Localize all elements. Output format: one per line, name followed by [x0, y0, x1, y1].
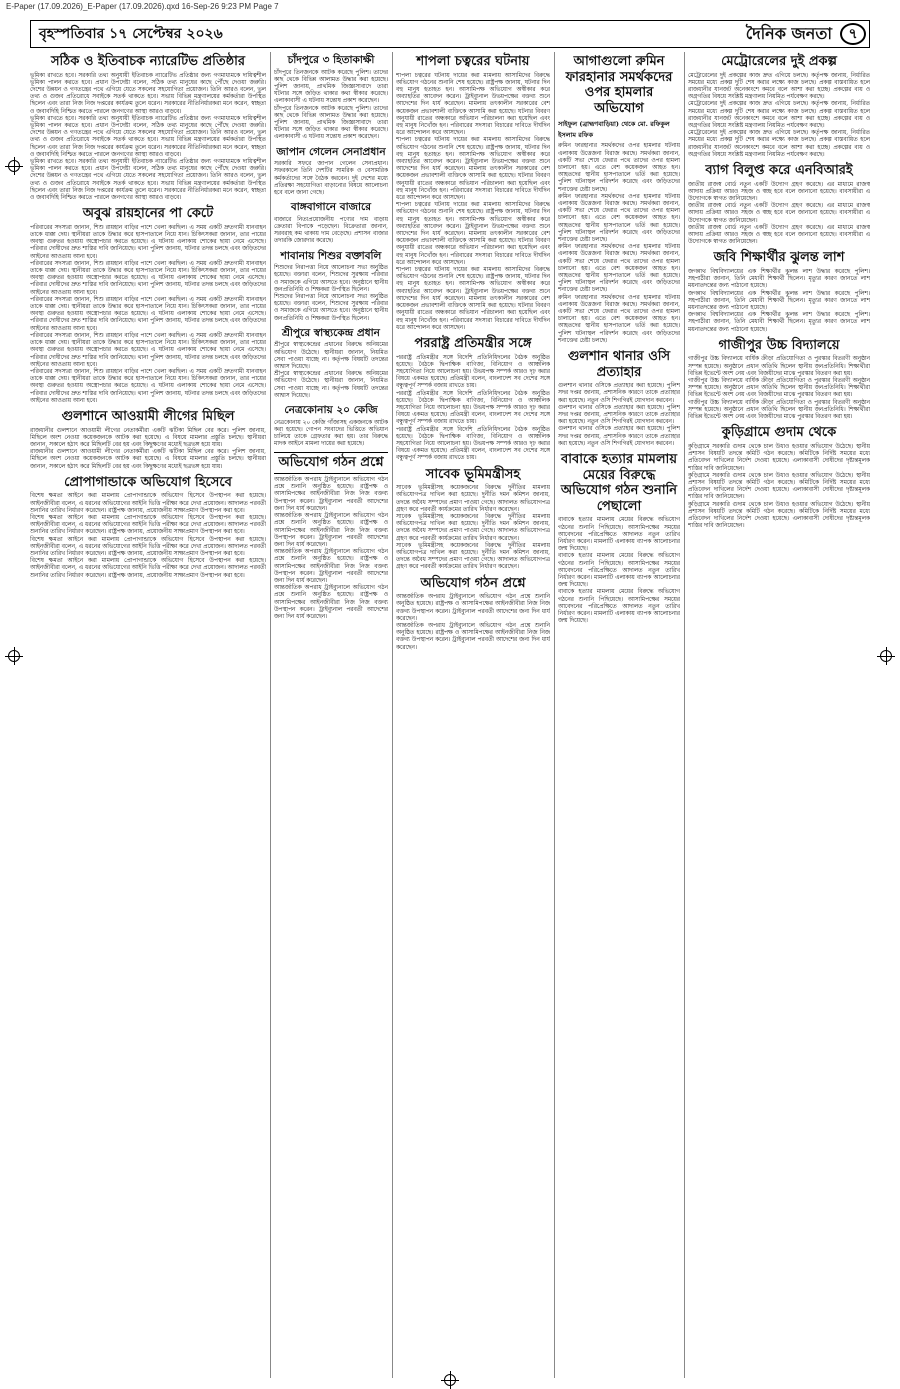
- article-body: শিশুদের নিরাপত্তা নিয়ে আলোচনা সভা অনুষ্ঠিত হয়েছে। বক্তারা বলেন, শিশুদের সুরক্ষায় পরিবার ও সমাজকে এগিয়ে আসতে হবে। অনুষ্ঠানে স্থানীয় জনপ্রতিনিধি ও শিক্ষকরা উপস্থিত ছিলেন।: [274, 265, 388, 293]
- article-metro-rail: [688, 54, 870, 159]
- article-body: পররাষ্ট্র প্রতিমন্ত্রীর সঙ্গে বিদেশি প্রতিনিধিদলের বৈঠক অনুষ্ঠিত হয়েছে। বৈঠকে দ্বিপাক্ষিক বাণিজ্য, বিনিয়োগ ও আঞ্চলিক সহযোগিতা নিয়ে আলোচনা হয়। উভয়পক্ষ সম্পর্ক আরও দৃঢ় করার বিষয়ে একমত হয়েছে। প্রতিমন্ত্রী বলেন, বাংলাদেশ সব দেশের সঙ্গে বন্ধুত্বপূর্ণ সম্পর্ক বজায় রাখতে চায়।: [396, 426, 550, 462]
- article-body: মেট্রোরেলের দুই প্রকল্পের কাজ দ্রুত এগিয়ে চলছে। কর্তৃপক্ষ জানায়, নির্ধারিত সময়ের মধ্যে প্রকল্প দুটি শেষ করার লক্ষ্যে কাজ চলছে। প্রকল্প বাস্তবায়িত হলে রাজধানীর যানজট অনেকাংশে কমবে বলে আশা করা হচ্ছে। প্রকল্পের ব্যয় ও অগ্রগতির বিষয়ে সংশ্লিষ্ট মন্ত্রণালয় নিয়মিত পর্যবেক্ষণ করছে।: [688, 101, 870, 130]
- article-body: বিশেষ ক্ষমতা আইনে করা মামলায় প্রোপাগান্ডাকে অভিযোগ হিসেবে উপস্থাপন করা হয়েছে। আইনজীবীরা বলেন, এ ধরনের অভিযোগের আইনি ভিত্তি পরীক্ষা করে দেখা প্রয়োজন। আদালত পরবর্তী শুনানির তারিখ নির্ধারণ করেছেন। রাষ্ট্রপক্ষ জানায়, প্রয়োজনীয় সাক্ষ্যপ্রমাণ উপস্থাপন করা হবে।: [30, 514, 266, 536]
- article-charge-framing: [274, 452, 388, 621]
- article-body: জগন্নাথ বিশ্ববিদ্যালয়ের এক শিক্ষার্থীর ঝুলন্ত লাশ উদ্ধার করেছে পুলিশ। সহপাঠীরা জানান, তিনি মেধাবী শিক্ষার্থী ছিলেন। মৃত্যুর কারণ জানতে লাশ ময়নাতদন্তের জন্য পাঠানো হয়েছে।: [688, 269, 870, 290]
- article-body: পররাষ্ট্র প্রতিমন্ত্রীর সঙ্গে বিদেশি প্রতিনিধিদলের বৈঠক অনুষ্ঠিত হয়েছে। বৈঠকে দ্বিপাক্ষিক বাণিজ্য, বিনিয়োগ ও আঞ্চলিক সহযোগিতা নিয়ে আলোচনা হয়। উভয়পক্ষ সম্পর্ক আরও দৃঢ় করার বিষয়ে একমত হয়েছে। প্রতিমন্ত্রী বলেন, বাংলাদেশ সব দেশের সঙ্গে বন্ধুত্বপূর্ণ সম্পর্ক বজায় রাখতে চায়।: [396, 354, 550, 390]
- headline: কুড়িগ্রামে গুদাম থেকে: [721, 425, 837, 441]
- byline: সাইফুল (ব্রাহ্মণবাড়িয়া) থেকে মো. রফিকুল ইসলাম রফিক: [558, 120, 670, 140]
- article-body: আন্তর্জাতিক অপরাধ ট্রাইব্যুনালে অভিযোগ গঠন প্রশ্নে শুনানি অনুষ্ঠিত হয়েছে। রাষ্ট্রপক্ষ ও আসামিপক্ষের আইনজীবীরা নিজ নিজ বক্তব্য উপস্থাপন করেন। ট্রাইব্যুনাল পরবর্তী আদেশের জন্য দিন ধার্য করেছেন।: [274, 549, 388, 584]
- article-body: গাজীপুর উচ্চ বিদ্যালয়ে বার্ষিক ক্রীড়া প্রতিযোগিতা ও পুরস্কার বিতরণী অনুষ্ঠান সম্পন্ন হয়েছে। অনুষ্ঠানে প্রধান অতিথি ছিলেন স্থানীয় জনপ্রতিনিধি। শিক্ষার্থীরা বিভিন্ন ইভেন্টে অংশ নেয় এবং বিজয়ীদের মাঝে পুরস্কার বিতরণ করা হয়।: [688, 378, 870, 399]
- article-body: শাপলা চত্বরের ঘটনায় দায়ের করা মামলায় আসামিদের বিরুদ্ধে অভিযোগ গঠনের শুনানি শেষ হয়েছে। রাষ্ট্রপক্ষ জানায়, ঘটনার দিন বহু মানুষ হতাহত হন। আসামিপক্ষ অভিযোগ অস্বীকার করে অব্যাহতির আবেদন করেন। ট্রাইব্যুনাল উভয়পক্ষের বক্তব্য শুনে আদেশের দিন ধার্য করেছেন। মামলায় তৎকালীন সরকারের বেশ কয়েকজন প্রভাবশালী ব্যক্তিকে আসামি করা হয়েছে। ঘটনার বিবরণ অনুযায়ী রাতের অন্ধকারে অভিযান পরিচালনা করা হয়েছিল এবং বহু মানুষ নিখোঁজ হন। পরিবারের সদস্যরা বিচারের দাবিতে দীর্ঘদিন ধরে আন্দোলন করে আসছেন।: [396, 202, 550, 266]
- column-rule: [684, 52, 685, 1378]
- article-body: বিশেষ ক্ষমতা আইনে করা মামলায় প্রোপাগান্ডাকে অভিযোগ হিসেবে উপস্থাপন করা হয়েছে। আইনজীবীরা বলেন, এ ধরনের অভিযোগের আইনি ভিত্তি পরীক্ষা করে দেখা প্রয়োজন। আদালত পরবর্তী শুনানির তারিখ নির্ধারণ করেছেন। রাষ্ট্রপক্ষ জানায়, প্রয়োজনীয় সাক্ষ্যপ্রমাণ উপস্থাপন করা হবে।: [30, 558, 266, 579]
- article-body: গাজীপুর উচ্চ বিদ্যালয়ে বার্ষিক ক্রীড়া প্রতিযোগিতা ও পুরস্কার বিতরণী অনুষ্ঠান সম্পন্ন হয়েছে। অনুষ্ঠানে প্রধান অতিথি ছিলেন স্থানীয় জনপ্রতিনিধি। শিক্ষার্থীরা বিভিন্ন ইভেন্টে অংশ নেয় এবং বিজয়ীদের মাঝে পুরস্কার বিতরণ করা হয়।: [688, 399, 870, 421]
- article-body: শাপলা চত্বরের ঘটনায় দায়ের করা মামলায় আসামিদের বিরুদ্ধে অভিযোগ গঠনের শুনানি শেষ হয়েছে। রাষ্ট্রপক্ষ জানায়, ঘটনার দিন বহু মানুষ হতাহত হন। আসামিপক্ষ অভিযোগ অস্বীকার করে অব্যাহতির আবেদন করেন। ট্রাইব্যুনাল উভয়পক্ষের বক্তব্য শুনে আদেশের দিন ধার্য করেছেন। মামলায় তৎকালীন সরকারের বেশ কয়েকজন প্রভাবশালী ব্যক্তিকে আসামি করা হয়েছে। ঘটনার বিবরণ অনুযায়ী রাতের অন্ধকারে অভিযান পরিচালনা করা হয়েছিল এবং বহু মানুষ নিখোঁজ হন। পরিবারের সদস্যরা বিচারের দাবিতে দীর্ঘদিন ধরে আন্দোলন করে আসছেন।: [396, 267, 550, 331]
- article-body: জাতীয় রাজস্ব বোর্ড নতুন একটি উদ্যোগ গ্রহণ করেছে। এর মাধ্যমে রাজস্ব আদায় প্রক্রিয়া আরও সহজ ও স্বচ্ছ হবে বলে জানানো হয়েছে। ব্যবসায়ীরা এ উদ্যোগকে স্বাগত জানিয়েছেন।: [688, 181, 870, 203]
- headline: শাবানায় শিশুর বক্তাবলি: [280, 249, 382, 262]
- article-body: মেট্রোরেলের দুই প্রকল্পের কাজ দ্রুত এগিয়ে চলছে। কর্তৃপক্ষ জানায়, নির্ধারিত সময়ের মধ্যে প্রকল্প দুটি শেষ করার লক্ষ্যে কাজ চলছে। প্রকল্প বাস্তবায়িত হলে রাজধানীর যানজট অনেকাংশে কমবে বলে আশা করা হচ্ছে। প্রকল্পের ব্যয় ও অগ্রগতির বিষয়ে সংশ্লিষ্ট মন্ত্রণালয় নিয়মিত পর্যবেক্ষণ করছে।: [688, 130, 870, 158]
- registration-mark-icon: [880, 650, 892, 662]
- article-body: পরিবারের সদস্যরা জানান, শিশু রায়হান বাড়ির পাশে খেলা করছিল। এ সময় একটি দ্রুতগামী যানবাহন তাকে ধাক্কা দেয়। স্থানীয়রা তাকে উদ্ধার করে হাসপাতালে নিয়ে যান। চিকিৎসকরা জানান, তার পায়ের অবস্থা গুরুতর হওয়ায় অস্ত্রোপচার করতে হয়েছে। এ ঘটনায় এলাকায় শোকের ছায়া নেমে এসেছে। পরিবার দোষীদের দ্রুত শাস্তির দাবি জানিয়েছে। থানা পুলিশ জানায়, ঘটনার তদন্ত চলছে এবং জড়িতদের আইনের আওতায় আনা হবে।: [30, 296, 266, 332]
- headline: পররাষ্ট্র প্রতিমন্ত্রীর সঙ্গে: [414, 335, 532, 351]
- column-3: [396, 52, 550, 1378]
- column-rule: [392, 52, 393, 1378]
- article-land-minister: [396, 467, 550, 572]
- article-body: রুমিন ফারহানার সমর্থকদের ওপর হামলার ঘটনায় এলাকায় উত্তেজনা বিরাজ করছে। সমর্থকরা জানান, একটি সভা শেষে ফেরার পথে তাদের ওপর হামলা চালানো হয়। এতে বেশ কয়েকজন আহত হন। আহতদের স্থানীয় হাসপাতালে ভর্তি করা হয়েছে। পুলিশ ঘটনাস্থল পরিদর্শন করেছে এবং জড়িতদের শনাক্তের চেষ্টা চলছে।: [558, 143, 680, 193]
- article-body: জাতীয় রাজস্ব বোর্ড নতুন একটি উদ্যোগ গ্রহণ করেছে। এর মাধ্যমে রাজস্ব আদায় প্রক্রিয়া আরও সহজ ও স্বচ্ছ হবে বলে জানানো হয়েছে। ব্যবসায়ীরা এ উদ্যোগকে স্বাগত জানিয়েছেন।: [688, 203, 870, 224]
- headline: গুলশানে আওয়ামী লীগের মিছিল: [61, 408, 235, 424]
- headline: বাঙ্গবাগানে বাজারে: [290, 201, 372, 214]
- article-body: জগন্নাথ বিশ্ববিদ্যালয়ের এক শিক্ষার্থীর ঝুলন্ত লাশ উদ্ধার করেছে পুলিশ। সহপাঠীরা জানান, তিনি মেধাবী শিক্ষার্থী ছিলেন। মৃত্যুর কারণ জানতে লাশ ময়নাতদন্তের জন্য পাঠানো হয়েছে।: [688, 290, 870, 312]
- article-body: রাজধানীর গুলশানে আওয়ামী লীগের নেতাকর্মীরা একটি ঝটিকা মিছিল বের করে। পুলিশ জানায়, মিছিলে অংশ নেওয়া কয়েকজনকে আটক করা হয়েছে। এ বিষয়ে মামলার প্রস্তুতি চলছে। স্থানীয়রা জানান, সকালে হঠাৎ করে মিছিলটি বের হয় এবং কিছুক্ষণের মধ্যেই ছত্রভঙ্গ হয়ে যায়।: [30, 427, 266, 448]
- headline: গুলশান থানার ওসি প্রত্যাহার: [567, 349, 671, 380]
- headline: জাপান গেলেন সেনাপ্রধান: [276, 145, 386, 158]
- headline: প্রোপাগান্ডাকে অভিযোগ হিসেবে: [64, 474, 232, 490]
- article-body: আন্তর্জাতিক অপরাধ ট্রাইব্যুনালে অভিযোগ গঠন প্রশ্নে শুনানি অনুষ্ঠিত হয়েছে। রাষ্ট্রপক্ষ ও আসামিপক্ষের আইনজীবীরা নিজ নিজ বক্তব্য উপস্থাপন করেন। ট্রাইব্যুনাল পরবর্তী আদেশের জন্য দিন ধার্য করেছেন।: [396, 622, 550, 651]
- article-body: মেট্রোরেলের দুই প্রকল্পের কাজ দ্রুত এগিয়ে চলছে। কর্তৃপক্ষ জানায়, নির্ধারিত সময়ের মধ্যে প্রকল্প দুটি শেষ করার লক্ষ্যে কাজ চলছে। প্রকল্প বাস্তবায়িত হলে রাজধানীর যানজট অনেকাংশে কমবে বলে আশা করা হচ্ছে। প্রকল্পের ব্যয় ও অগ্রগতির বিষয়ে সংশ্লিষ্ট মন্ত্রণালয় নিয়মিত পর্যবেক্ষণ করছে।: [688, 72, 870, 101]
- article-body: শ্রীপুরে স্বাস্থ্যকেন্দ্রের প্রধানের বিরুদ্ধে অনিয়মের অভিযোগ উঠেছে। স্থানীয়রা জানান, নিয়মিত সেবা পাওয়া যাচ্ছে না। কর্তৃপক্ষ বিষয়টি তদন্তের আশ্বাস দিয়েছে।: [274, 342, 388, 371]
- article-body: আন্তর্জাতিক অপরাধ ট্রাইব্যুনালে অভিযোগ গঠন প্রশ্নে শুনানি অনুষ্ঠিত হয়েছে। রাষ্ট্রপক্ষ ও আসামিপক্ষের আইনজীবীরা নিজ নিজ বক্তব্য উপস্থাপন করেন। ট্রাইব্যুনাল পরবর্তী আদেশের জন্য দিন ধার্য করেছেন।: [274, 585, 388, 620]
- article-body: গুলশান থানার ওসিকে প্রত্যাহার করা হয়েছে। পুলিশ সদর দপ্তর জানায়, প্রশাসনিক কারণে তাকে প্রত্যাহার করা হয়েছে। নতুন ওসি শিগগিরই যোগদান করবেন।: [558, 426, 680, 447]
- page-number: ৭: [840, 23, 866, 45]
- article-body: পরিবারের সদস্যরা জানান, শিশু রায়হান বাড়ির পাশে খেলা করছিল। এ সময় একটি দ্রুতগামী যানবাহন তাকে ধাক্কা দেয়। স্থানীয়রা তাকে উদ্ধার করে হাসপাতালে নিয়ে যান। চিকিৎসকরা জানান, তার পায়ের অবস্থা গুরুতর হওয়ায় অস্ত্রোপচার করতে হয়েছে। এ ঘটনায় এলাকায় শোকের ছায়া নেমে এসেছে। পরিবার দোষীদের দ্রুত শাস্তির দাবি জানিয়েছে। থানা পুলিশ জানায়, ঘটনার তদন্ত চলছে এবং জড়িতদের আইনের আওতায় আনা হবে।: [30, 260, 266, 296]
- article-body: পরিবারের সদস্যরা জানান, শিশু রায়হান বাড়ির পাশে খেলা করছিল। এ সময় একটি দ্রুতগামী যানবাহন তাকে ধাক্কা দেয়। স্থানীয়রা তাকে উদ্ধার করে হাসপাতালে নিয়ে যান। চিকিৎসকরা জানান, তার পায়ের অবস্থা গুরুতর হওয়ায় অস্ত্রোপচার করতে হয়েছে। এ ঘটনায় এলাকায় শোকের ছায়া নেমে এসেছে। পরিবার দোষীদের দ্রুত শাস্তির দাবি জানিয়েছে। থানা পুলিশ জানায়, ঘটনার তদন্ত চলছে এবং জড়িতদের আইনের আওতায় আনা হবে।: [30, 368, 266, 404]
- article-body: গুলশান থানার ওসিকে প্রত্যাহার করা হয়েছে। পুলিশ সদর দপ্তর জানায়, প্রশাসনিক কারণে তাকে প্রত্যাহার করা হয়েছে। নতুন ওসি শিগগিরই যোগদান করবেন।: [558, 404, 680, 426]
- headline: চাঁদপুরে ৩ হিতাকাক্ষী: [287, 54, 375, 66]
- article-body: পরিবারের সদস্যরা জানান, শিশু রায়হান বাড়ির পাশে খেলা করছিল। এ সময় একটি দ্রুতগামী যানবাহন তাকে ধাক্কা দেয়। স্থানীয়রা তাকে উদ্ধার করে হাসপাতালে নিয়ে যান। চিকিৎসকরা জানান, তার পায়ের অবস্থা গুরুতর হওয়ায় অস্ত্রোপচার করতে হয়েছে। এ ঘটনায় এলাকায় শোকের ছায়া নেমে এসেছে। পরিবার দোষীদের দ্রুত শাস্তির দাবি জানিয়েছে। থানা পুলিশ জানায়, ঘটনার তদন্ত চলছে এবং জড়িতদের আইনের আওতায় আনা হবে।: [30, 332, 266, 368]
- article-body: বাবাকে হত্যার মামলায় মেয়ের বিরুদ্ধে অভিযোগ গঠনের শুনানি পিছিয়েছে। আসামিপক্ষের সময়ের আবেদনের পরিপ্রেক্ষিতে আদালত নতুন তারিখ নির্ধারণ করেন। মামলাটি এলাকায় ব্যাপক আলোচনার জন্ম দিয়েছে।: [558, 553, 680, 589]
- article-body: শ্রীপুরে স্বাস্থ্যকেন্দ্রের প্রধানের বিরুদ্ধে অনিয়মের অভিযোগ উঠেছে। স্থানীয়রা জানান, নিয়মিত সেবা পাওয়া যাচ্ছে না। কর্তৃপক্ষ বিষয়টি তদন্তের আশ্বাস দিয়েছে।: [274, 371, 388, 399]
- article-body: রুমিন ফারহানার সমর্থকদের ওপর হামলার ঘটনায় এলাকায় উত্তেজনা বিরাজ করছে। সমর্থকরা জানান, একটি সভা শেষে ফেরার পথে তাদের ওপর হামলা চালানো হয়। এতে বেশ কয়েকজন আহত হন। আহতদের স্থানীয় হাসপাতালে ভর্তি করা হয়েছে। পুলিশ ঘটনাস্থল পরিদর্শন করেছে এবং জড়িতদের শনাক্তের চেষ্টা চলছে।: [558, 244, 680, 294]
- article-foreign-minister: [396, 336, 550, 463]
- article-body: বাজারে নিত্যপ্রয়োজনীয় পণ্যের দাম বাড়ায় ক্রেতারা বিপাকে পড়েছেন। বিক্রেতারা জানান, সরবরাহ কম থাকায় দাম বেড়েছে। প্রশাসন বাজার তদারকি জোরদার করেছে।: [274, 216, 388, 245]
- column-1: [30, 52, 266, 1378]
- headline: সঠিক ও ইতিবাচক ন্যারেটিভ প্রতিষ্ঠার: [50, 54, 246, 69]
- headline: জবি শিক্ষার্থীর ঝুলন্ত লাশ: [713, 250, 845, 266]
- article-chandpur: [274, 54, 388, 142]
- column-2: [274, 52, 388, 1378]
- registration-mark-icon: [8, 160, 20, 172]
- article-body: রুমিন ফারহানার সমর্থকদের ওপর হামলার ঘটনায় এলাকায় উত্তেজনা বিরাজ করছে। সমর্থকরা জানান, একটি সভা শেষে ফেরার পথে তাদের ওপর হামলা চালানো হয়। এতে বেশ কয়েকজন আহত হন। আহতদের স্থানীয় হাসপাতালে ভর্তি করা হয়েছে। পুলিশ ঘটনাস্থল পরিদর্শন করেছে এবং জড়িতদের শনাক্তের চেষ্টা চলছে।: [558, 193, 680, 244]
- headline: ব্যাগ বিলুপ্ত করে এনবিআরই: [705, 163, 853, 179]
- article-rayhan: [30, 206, 266, 405]
- article-body: বাবাকে হত্যার মামলায় মেয়ের বিরুদ্ধে অভিযোগ গঠনের শুনানি পিছিয়েছে। আসামিপক্ষের সময়ের আবেদনের পরিপ্রেক্ষিতে আদালত নতুন তারিখ নির্ধারণ করেন। মামলাটি এলাকায় ব্যাপক আলোচনার জন্ম দিয়েছে।: [558, 517, 680, 553]
- article-body: চাঁদপুরে তিনজনকে আটক করেছে পুলিশ। তাদের কাছ থেকে বিভিন্ন আলামত উদ্ধার করা হয়েছে। পুলিশ জানায়, প্রাথমিক জিজ্ঞাসাবাদে তারা ঘটনার সঙ্গে জড়িত থাকার কথা স্বীকার করেছে। এলাকাবাসী এ ঘটনায় সন্তোষ প্রকাশ করেছেন।: [274, 69, 388, 105]
- article-body: সাবেক ভূমিমন্ত্রীসহ কয়েকজনের বিরুদ্ধে দুর্নীতির মামলায় অভিযোগপত্র দাখিল করা হয়েছে। দুর্নীতি দমন কমিশন জানায়, তদন্তে অবৈধ সম্পদের প্রমাণ পাওয়া গেছে। আদালত অভিযোগপত্র গ্রহণ করে পরবর্তী কার্যক্রমের তারিখ নির্ধারণ করেছেন।: [396, 513, 550, 542]
- headline: মেট্রোরেলের দুই প্রকল্প: [721, 54, 837, 69]
- headline: বাবাকে হত্যার মামলায় মেয়ের বিরুদ্ধে অভিযোগ গঠন শুনানি পেছালো: [560, 452, 678, 514]
- article-charge-framing-2: [396, 576, 550, 652]
- article-nbr: [688, 163, 870, 246]
- article-market: [274, 201, 388, 245]
- article-body: গুলশান থানার ওসিকে প্রত্যাহার করা হয়েছে। পুলিশ সদর দপ্তর জানায়, প্রশাসনিক কারণে তাকে প্রত্যাহার করা হয়েছে। নতুন ওসি শিগগিরই যোগদান করবেন।: [558, 383, 680, 404]
- article-body: বিশেষ ক্ষমতা আইনে করা মামলায় প্রোপাগান্ডাকে অভিযোগ হিসেবে উপস্থাপন করা হয়েছে। আইনজীবীরা বলেন, এ ধরনের অভিযোগের আইনি ভিত্তি পরীক্ষা করে দেখা প্রয়োজন। আদালত পরবর্তী শুনানির তারিখ নির্ধারণ করেছেন। রাষ্ট্রপক্ষ জানায়, প্রয়োজনীয় সাক্ষ্যপ্রমাণ উপস্থাপন করা হবে।: [30, 493, 266, 514]
- article-body: জগন্নাথ বিশ্ববিদ্যালয়ের এক শিক্ষার্থীর ঝুলন্ত লাশ উদ্ধার করেছে পুলিশ। সহপাঠীরা জানান, তিনি মেধাবী শিক্ষার্থী ছিলেন। মৃত্যুর কারণ জানতে লাশ ময়নাতদন্তের জন্য পাঠানো হয়েছে।: [688, 312, 870, 333]
- headline: নেত্রকোনায় ২০ কেজি: [284, 404, 378, 417]
- article-body: সাবেক ভূমিমন্ত্রীসহ কয়েকজনের বিরুদ্ধে দুর্নীতির মামলায় অভিযোগপত্র দাখিল করা হয়েছে। দুর্নীতি দমন কমিশন জানায়, তদন্তে অবৈধ সম্পদের প্রমাণ পাওয়া গেছে। আদালত অভিযোগপত্র গ্রহণ করে পরবর্তী কার্যক্রমের তারিখ নির্ধারণ করেছেন।: [396, 542, 550, 571]
- article-rumin-farhana: [558, 54, 680, 345]
- article-body: আন্তর্জাতিক অপরাধ ট্রাইব্যুনালে অভিযোগ গঠন প্রশ্নে শুনানি অনুষ্ঠিত হয়েছে। রাষ্ট্রপক্ষ ও আসামিপক্ষের আইনজীবীরা নিজ নিজ বক্তব্য উপস্থাপন করেন। ট্রাইব্যুনাল পরবর্তী আদেশের জন্য দিন ধার্য করেছেন।: [274, 513, 388, 548]
- headline: অভিযোগ গঠন প্রশ্নে: [420, 575, 526, 591]
- article-gazipur-school: [688, 338, 870, 421]
- article-body: ভূমিকা রাখতে হবে। সরকারি তথ্য অনুযায়ী ইতিবাচক ন্যারেটিভ প্রতিষ্ঠার জন্য গণমাধ্যমকে দায়িত্বশীল ভূমিকা পালন করতে হবে। প্রধান উপদেষ্টা বলেন, সঠিক তথ্য মানুষের কাছে পৌঁছে দেওয়া জরুরি। দেশের উন্নয়ন ও গণতন্ত্রের পথে এগিয়ে যেতে সকলের সহযোগিতা প্রয়োজন। তিনি আরও বলেন, ভুল তথ্য ও গুজব প্রতিরোধে সবাইকে সতর্ক থাকতে হবে। সভায় বিভিন্ন মন্ত্রণালয়ের কর্মকর্তারা উপস্থিত ছিলেন এবং তারা নিজ নিজ দপ্তরের কার্যক্রম তুলে ধরেন। সরকারের নীতিনির্ধারকরা মনে করেন, স্বচ্ছতা ও জবাবদিহি নিশ্চিত করতে পারলে জনগণের আস্থা আরও বাড়বে।: [30, 115, 266, 158]
- issue-date: বৃহস্পতিবার ১৭ সেপ্টেম্বর ২০২৬: [39, 26, 223, 42]
- article-body: সরকারি সফরে জাপান গেলেন সেনাপ্রধান। সফরকালে তিনি দেশটির সামরিক ও বেসামরিক কর্মকর্তাদের সঙ্গে বৈঠক করবেন। দুই দেশের মধ্যে প্রতিরক্ষা সহযোগিতা বাড়ানোর বিষয়ে আলোচনা হবে বলে জানা গেছে।: [274, 161, 388, 197]
- article-body: আন্তর্জাতিক অপরাধ ট্রাইব্যুনালে অভিযোগ গঠন প্রশ্নে শুনানি অনুষ্ঠিত হয়েছে। রাষ্ট্রপক্ষ ও আসামিপক্ষের আইনজীবীরা নিজ নিজ বক্তব্য উপস্থাপন করেন। ট্রাইব্যুনাল পরবর্তী আদেশের জন্য দিন ধার্য করেছেন।: [396, 594, 550, 622]
- article-body: ভূমিকা রাখতে হবে। সরকারি তথ্য অনুযায়ী ইতিবাচক ন্যারেটিভ প্রতিষ্ঠার জন্য গণমাধ্যমকে দায়িত্বশীল ভূমিকা পালন করতে হবে। প্রধান উপদেষ্টা বলেন, সঠিক তথ্য মানুষের কাছে পৌঁছে দেওয়া জরুরি। দেশের উন্নয়ন ও গণতন্ত্রের পথে এগিয়ে যেতে সকলের সহযোগিতা প্রয়োজন। তিনি আরও বলেন, ভুল তথ্য ও গুজব প্রতিরোধে সবাইকে সতর্ক থাকতে হবে। সভায় বিভিন্ন মন্ত্রণালয়ের কর্মকর্তারা উপস্থিত ছিলেন এবং তারা নিজ নিজ দপ্তরের কার্যক্রম তুলে ধরেন। সরকারের নীতিনির্ধারকরা মনে করেন, স্বচ্ছতা ও জবাবদিহি নিশ্চিত করতে পারলে জনগণের আস্থা আরও বাড়বে।: [30, 72, 266, 115]
- newspaper-name: দৈনিক জনতা: [745, 23, 832, 43]
- column-5: [688, 52, 870, 1378]
- article-body: পররাষ্ট্র প্রতিমন্ত্রীর সঙ্গে বিদেশি প্রতিনিধিদলের বৈঠক অনুষ্ঠিত হয়েছে। বৈঠকে দ্বিপাক্ষিক বাণিজ্য, বিনিয়োগ ও আঞ্চলিক সহযোগিতা নিয়ে আলোচনা হয়। উভয়পক্ষ সম্পর্ক আরও দৃঢ় করার বিষয়ে একমত হয়েছে। প্রতিমন্ত্রী বলেন, বাংলাদেশ সব দেশের সঙ্গে বন্ধুত্বপূর্ণ সম্পর্ক বজায় রাখতে চায়।: [396, 390, 550, 426]
- article-body: জাতীয় রাজস্ব বোর্ড নতুন একটি উদ্যোগ গ্রহণ করেছে। এর মাধ্যমে রাজস্ব আদায় প্রক্রিয়া আরও সহজ ও স্বচ্ছ হবে বলে জানানো হয়েছে। ব্যবসায়ীরা এ উদ্যোগকে স্বাগত জানিয়েছেন।: [688, 224, 870, 246]
- article-body: কুড়িগ্রামে সরকারি গুদাম থেকে চাল উধাও হওয়ার অভিযোগ উঠেছে। স্থানীয় প্রশাসন বিষয়টি তদন্তে কমিটি গঠন করেছে। কমিটিকে নির্দিষ্ট সময়ের মধ্যে প্রতিবেদন দাখিলের নির্দেশ দেওয়া হয়েছে। এলাকাবাসী দোষীদের দৃষ্টান্তমূলক শাস্তির দাবি জানিয়েছেন।: [688, 472, 870, 501]
- headline: শ্রীপুরে স্বাস্থ্যকেন্দ্র প্রধান: [282, 326, 380, 339]
- page-header: [30, 20, 870, 48]
- article-gulshan-oc: [558, 349, 680, 448]
- news-page: [30, 52, 870, 1378]
- article-body: কুড়িগ্রামে সরকারি গুদাম থেকে চাল উধাও হওয়ার অভিযোগ উঠেছে। স্থানীয় প্রশাসন বিষয়টি তদন্তে কমিটি গঠন করেছে। কমিটিকে নির্দিষ্ট সময়ের মধ্যে প্রতিবেদন দাখিলের নির্দেশ দেওয়া হয়েছে। এলাকাবাসী দোষীদের দৃষ্টান্তমূলক শাস্তির দাবি জানিয়েছেন।: [688, 443, 870, 472]
- article-body: বাবাকে হত্যার মামলায় মেয়ের বিরুদ্ধে অভিযোগ গঠনের শুনানি পিছিয়েছে। আসামিপক্ষের সময়ের আবেদনের পরিপ্রেক্ষিতে আদালত নতুন তারিখ নির্ধারণ করেন। মামলাটি এলাকায় ব্যাপক আলোচনার জন্ম দিয়েছে।: [558, 589, 680, 625]
- article-body: শিশুদের নিরাপত্তা নিয়ে আলোচনা সভা অনুষ্ঠিত হয়েছে। বক্তারা বলেন, শিশুদের সুরক্ষায় পরিবার ও সমাজকে এগিয়ে আসতে হবে। অনুষ্ঠানে স্থানীয় জনপ্রতিনিধি ও শিক্ষকরা উপস্থিত ছিলেন।: [274, 294, 388, 322]
- article-body: কুড়িগ্রামে সরকারি গুদাম থেকে চাল উধাও হওয়ার অভিযোগ উঠেছে। স্থানীয় প্রশাসন বিষয়টি তদন্তে কমিটি গঠন করেছে। কমিটিকে নির্দিষ্ট সময়ের মধ্যে প্রতিবেদন দাখিলের নির্দেশ দেওয়া হয়েছে। এলাকাবাসী দোষীদের দৃষ্টান্তমূলক শাস্তির দাবি জানিয়েছেন।: [688, 501, 870, 530]
- headline: অবুঝ রায়হানের পা কেটে: [82, 206, 214, 222]
- article-father-murder: [558, 452, 680, 625]
- article-body: বিশেষ ক্ষমতা আইনে করা মামলায় প্রোপাগান্ডাকে অভিযোগ হিসেবে উপস্থাপন করা হয়েছে। আইনজীবীরা বলেন, এ ধরনের অভিযোগের আইনি ভিত্তি পরীক্ষা করে দেখা প্রয়োজন। আদালত পরবর্তী শুনানির তারিখ নির্ধারণ করেছেন। রাষ্ট্রপক্ষ জানায়, প্রয়োজনীয় সাক্ষ্যপ্রমাণ উপস্থাপন করা হবে।: [30, 536, 266, 557]
- article-body: গাজীপুর উচ্চ বিদ্যালয়ে বার্ষিক ক্রীড়া প্রতিযোগিতা ও পুরস্কার বিতরণী অনুষ্ঠান সম্পন্ন হয়েছে। অনুষ্ঠানে প্রধান অতিথি ছিলেন স্থানীয় জনপ্রতিনিধি। শিক্ষার্থীরা বিভিন্ন ইভেন্টে অংশ নেয় এবং বিজয়ীদের মাঝে পুরস্কার বিতরণ করা হয়।: [688, 356, 870, 377]
- article-body: ভূমিকা রাখতে হবে। সরকারি তথ্য অনুযায়ী ইতিবাচক ন্যারেটিভ প্রতিষ্ঠার জন্য গণমাধ্যমকে দায়িত্বশীল ভূমিকা পালন করতে হবে। প্রধান উপদেষ্টা বলেন, সঠিক তথ্য মানুষের কাছে পৌঁছে দেওয়া জরুরি। দেশের উন্নয়ন ও গণতন্ত্রের পথে এগিয়ে যেতে সকলের সহযোগিতা প্রয়োজন। তিনি আরও বলেন, ভুল তথ্য ও গুজব প্রতিরোধে সবাইকে সতর্ক থাকতে হবে। সভায় বিভিন্ন মন্ত্রণালয়ের কর্মকর্তারা উপস্থিত ছিলেন এবং তারা নিজ নিজ দপ্তরের কার্যক্রম তুলে ধরেন। সরকারের নীতিনির্ধারকরা মনে করেন, স্বচ্ছতা ও জবাবদিহি নিশ্চিত করতে পারলে জনগণের আস্থা আরও বাড়বে।: [30, 159, 266, 202]
- headline: গাজীপুর উচ্চ বিদ্যালয়ে: [718, 337, 840, 353]
- article-body: রুমিন ফারহানার সমর্থকদের ওপর হামলার ঘটনায় এলাকায় উত্তেজনা বিরাজ করছে। সমর্থকরা জানান, একটি সভা শেষে ফেরার পথে তাদের ওপর হামলা চালানো হয়। এতে বেশ কয়েকজন আহত হন। আহতদের স্থানীয় হাসপাতালে ভর্তি করা হয়েছে। পুলিশ ঘটনাস্থল পরিদর্শন করেছে এবং জড়িতদের শনাক্তের চেষ্টা চলছে।: [558, 294, 680, 344]
- article-narrative: [30, 54, 266, 202]
- article-body: নেত্রকোনায় ২০ কেজি গাঁজাসহ একজনকে আটক করা হয়েছে। গোপন সংবাদের ভিত্তিতে অভিযান চালিয়ে তাকে গ্রেফতার করা হয়। তার বিরুদ্ধে মাদক আইনে মামলা দায়ের করা হয়েছে।: [274, 419, 388, 448]
- article-kurigram: [688, 425, 870, 530]
- headline: শাপলা চত্বরের ঘটনায়: [416, 54, 530, 69]
- article-body: আন্তর্জাতিক অপরাধ ট্রাইব্যুনালে অভিযোগ গঠন প্রশ্নে শুনানি অনুষ্ঠিত হয়েছে। রাষ্ট্রপক্ষ ও আসামিপক্ষের আইনজীবীরা নিজ নিজ বক্তব্য উপস্থাপন করেন। ট্রাইব্যুনাল পরবর্তী আদেশের জন্য দিন ধার্য করেছেন।: [274, 477, 388, 512]
- article-child-safety: [274, 250, 388, 323]
- headline: অভিযোগ গঠন প্রশ্নে: [274, 452, 388, 474]
- headline: সাবেক ভূমিমন্ত্রীসহ: [425, 466, 521, 482]
- article-shapla-chattar: [396, 54, 550, 332]
- article-gulshan-rally: [30, 409, 266, 471]
- article-body: শাপলা চত্বরের ঘটনায় দায়ের করা মামলায় আসামিদের বিরুদ্ধে অভিযোগ গঠনের শুনানি শেষ হয়েছে। রাষ্ট্রপক্ষ জানায়, ঘটনার দিন বহু মানুষ হতাহত হন। আসামিপক্ষ অভিযোগ অস্বীকার করে অব্যাহতির আবেদন করেন। ট্রাইব্যুনাল উভয়পক্ষের বক্তব্য শুনে আদেশের দিন ধার্য করেছেন। মামলায় তৎকালীন সরকারের বেশ কয়েকজন প্রভাবশালী ব্যক্তিকে আসামি করা হয়েছে। ঘটনার বিবরণ অনুযায়ী রাতের অন্ধকারে অভিযান পরিচালনা করা হয়েছিল এবং বহু মানুষ নিখোঁজ হন। পরিবারের সদস্যরা বিচারের দাবিতে দীর্ঘদিন ধরে আন্দোলন করে আসছেন।: [396, 72, 550, 137]
- article-sreepur: [274, 327, 388, 400]
- article-body: শাপলা চত্বরের ঘটনায় দায়ের করা মামলায় আসামিদের বিরুদ্ধে অভিযোগ গঠনের শুনানি শেষ হয়েছে। রাষ্ট্রপক্ষ জানায়, ঘটনার দিন বহু মানুষ হতাহত হন। আসামিপক্ষ অভিযোগ অস্বীকার করে অব্যাহতির আবেদন করেন। ট্রাইব্যুনাল উভয়পক্ষের বক্তব্য শুনে আদেশের দিন ধার্য করেছেন। মামলায় তৎকালীন সরকারের বেশ কয়েকজন প্রভাবশালী ব্যক্তিকে আসামি করা হয়েছে। ঘটনার বিবরণ অনুযায়ী রাতের অন্ধকারে অভিযান পরিচালনা করা হয়েছিল এবং বহু মানুষ নিখোঁজ হন। পরিবারের সদস্যরা বিচারের দাবিতে দীর্ঘদিন ধরে আন্দোলন করে আসছেন।: [396, 137, 550, 202]
- article-propaganda: [30, 475, 266, 580]
- article-jnu-student: [688, 250, 870, 333]
- article-body: চাঁদপুরে তিনজনকে আটক করেছে পুলিশ। তাদের কাছ থেকে বিভিন্ন আলামত উদ্ধার করা হয়েছে। পুলিশ জানায়, প্রাথমিক জিজ্ঞাসাবাদে তারা ঘটনার সঙ্গে জড়িত থাকার কথা স্বীকার করেছে। এলাকাবাসী এ ঘটনায় সন্তোষ প্রকাশ করেছেন।: [274, 105, 388, 141]
- article-army-chief: [274, 146, 388, 198]
- headline: আগাগুলো রুমিন ফারহানার সমর্থকদের ওপর হামলার অভিযোগ: [565, 54, 673, 116]
- article-body: রাজধানীর গুলশানে আওয়ামী লীগের নেতাকর্মীরা একটি ঝটিকা মিছিল বের করে। পুলিশ জানায়, মিছিলে অংশ নেওয়া কয়েকজনকে আটক করা হয়েছে। এ বিষয়ে মামলার প্রস্তুতি চলছে। স্থানীয়রা জানান, সকালে হঠাৎ করে মিছিলটি বের হয় এবং কিছুক্ষণের মধ্যেই ছত্রভঙ্গ হয়ে যায়।: [30, 449, 266, 470]
- registration-mark-icon: [8, 650, 20, 662]
- file-meta: E-Paper (17.09.2026)_E-Paper (17.09.2026).qxd 16-Sep-26 9:23 PM Page 7: [6, 2, 279, 11]
- article-body: সাবেক ভূমিমন্ত্রীসহ কয়েকজনের বিরুদ্ধে দুর্নীতির মামলায় অভিযোগপত্র দাখিল করা হয়েছে। দুর্নীতি দমন কমিশন জানায়, তদন্তে অবৈধ সম্পদের প্রমাণ পাওয়া গেছে। আদালত অভিযোগপত্র গ্রহণ করে পরবর্তী কার্যক্রমের তারিখ নির্ধারণ করেছেন।: [396, 485, 550, 513]
- article-body: পরিবারের সদস্যরা জানান, শিশু রায়হান বাড়ির পাশে খেলা করছিল। এ সময় একটি দ্রুতগামী যানবাহন তাকে ধাক্কা দেয়। স্থানীয়রা তাকে উদ্ধার করে হাসপাতালে নিয়ে যান। চিকিৎসকরা জানান, তার পায়ের অবস্থা গুরুতর হওয়ায় অস্ত্রোপচার করতে হয়েছে। এ ঘটনায় এলাকায় শোকের ছায়া নেমে এসেছে। পরিবার দোষীদের দ্রুত শাস্তির দাবি জানিয়েছে। থানা পুলিশ জানায়, ঘটনার তদন্ত চলছে এবং জড়িতদের আইনের আওতায় আনা হবে।: [30, 224, 266, 260]
- column-rule: [270, 52, 271, 1378]
- article-netrokona: [274, 404, 388, 448]
- column-4: [558, 52, 680, 1378]
- column-rule: [554, 52, 555, 1378]
